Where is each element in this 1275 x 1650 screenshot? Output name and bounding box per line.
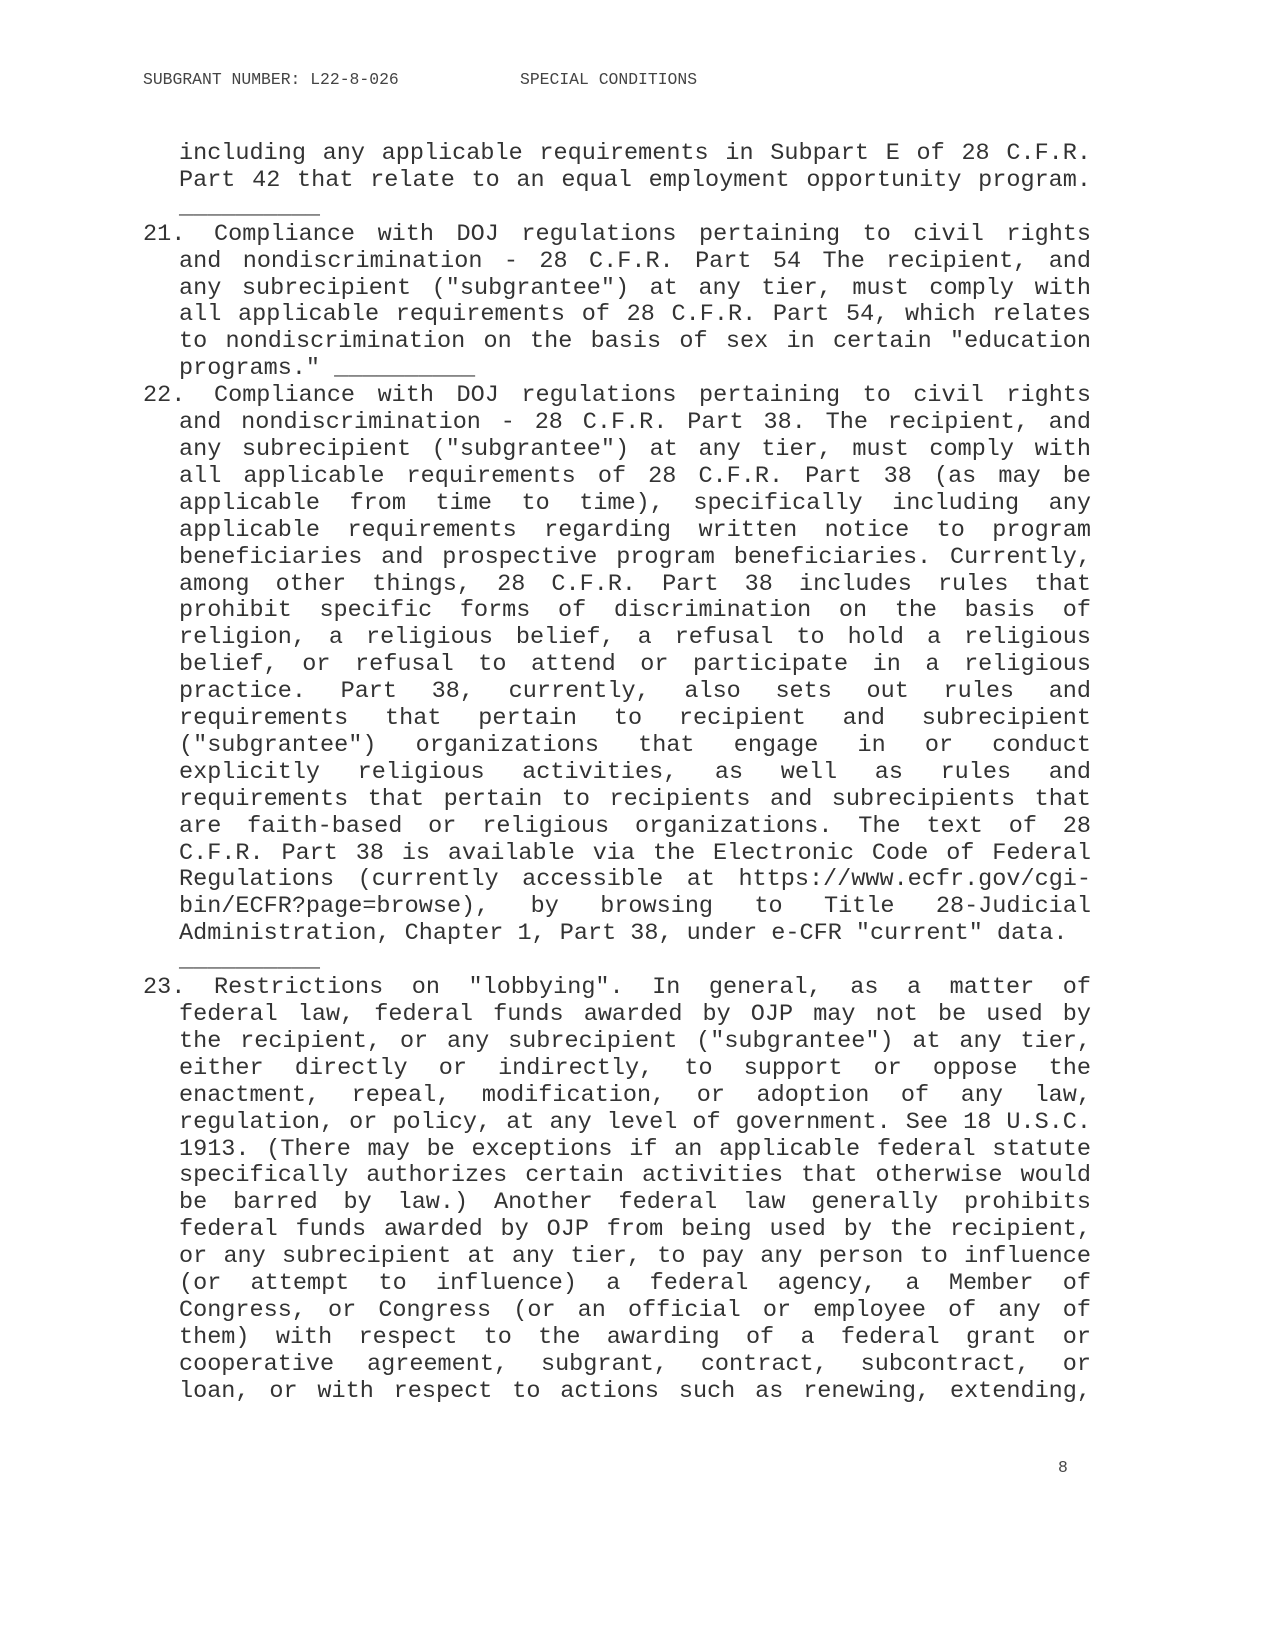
- text-line: all applicable requirements of 28 C.F.R. Part 38 (as may be: [179, 462, 1091, 490]
- separator-line: [143, 948, 1091, 975]
- text-line: beneficiaries and prospective program beneficiaries. Currently,: [179, 543, 1091, 571]
- separator-rule: __________: [179, 947, 321, 975]
- item-number: 23.: [143, 974, 186, 1002]
- condition-item: [143, 383, 1091, 948]
- item-number: 21.: [143, 220, 186, 248]
- text-line: religion, a religious belief, a refusal to hold a religious: [179, 624, 1091, 652]
- text-line: them) with respect to the awarding of a federal grant or: [179, 1323, 1091, 1351]
- text-line: programs." __________: [179, 355, 476, 383]
- text-line: and nondiscrimination - 28 C.F.R. Part 38. The recipient, and: [179, 409, 1091, 437]
- text-line: Restrictions on "lobbying". In general, as a matter of: [214, 974, 1091, 1002]
- text-line: Regulations (currently accessible at https://www.ecfr.gov/cgi-: [179, 866, 1091, 894]
- separator-line: [143, 195, 1091, 222]
- text-line: C.F.R. Part 38 is available via the Electronic Code of Federal: [179, 839, 1091, 867]
- text-line: and nondiscrimination - 28 C.F.R. Part 54 The recipient, and: [179, 247, 1091, 275]
- text-line: requirements that pertain to recipient and subrecipient: [179, 705, 1091, 733]
- text-line: either directly or indirectly, to support or oppose the: [179, 1054, 1091, 1082]
- text-line: prohibit specific forms of discrimination on the basis of: [179, 597, 1091, 625]
- text-line: federal funds awarded by OJP from being used by the recipient,: [179, 1216, 1091, 1244]
- text-line: Congress, or Congress (or an official or employee of any of: [179, 1296, 1091, 1324]
- document-body: [143, 141, 1091, 1406]
- condition-item: [143, 975, 1091, 1406]
- subgrant-number: SUBGRANT NUMBER: L22-8-026: [143, 70, 399, 89]
- text-line: practice. Part 38, currently, also sets out rules and: [179, 678, 1091, 706]
- text-line: or any subrecipient at any tier, to pay any person to influence: [179, 1243, 1091, 1271]
- item-number: 22.: [143, 382, 186, 410]
- condition-item: [143, 222, 1091, 383]
- separator-rule: __________: [179, 193, 321, 221]
- paragraph-continuation: [143, 141, 1091, 195]
- text-line: 1913. (There may be exceptions if an applicable federal statute: [179, 1135, 1091, 1163]
- text-line: the recipient, or any subrecipient ("subgrantee") at any tier,: [179, 1027, 1091, 1055]
- text-line: (or attempt to influence) a federal agency, a Member of: [179, 1270, 1091, 1298]
- text-line: to nondiscrimination on the basis of sex in certain "education: [179, 328, 1091, 356]
- text-line: including any applicable requirements in Subpart E of 28 C.F.R.: [179, 140, 1091, 167]
- page-number: 8: [1058, 1458, 1068, 1477]
- text-line: cooperative agreement, subgrant, contract, subcontract, or: [179, 1350, 1091, 1378]
- text-line: all applicable requirements of 28 C.F.R. Part 54, which relates: [179, 301, 1091, 329]
- text-line: applicable from time to time), specifically including any: [179, 489, 1091, 517]
- text-line: any subrecipient ("subgrantee") at any tier, must comply with: [179, 274, 1091, 302]
- text-line: ("subgrantee") organizations that engage in or conduct: [179, 731, 1091, 759]
- text-line: loan, or with respect to actions such as renewing, extending,: [179, 1377, 1091, 1405]
- item-first-line: [143, 222, 1091, 249]
- text-line: Compliance with DOJ regulations pertaining to civil rights: [214, 382, 1091, 410]
- text-line: among other things, 28 C.F.R. Part 38 includes rules that: [179, 570, 1091, 598]
- text-line: be barred by law.) Another federal law generally prohibits: [179, 1189, 1091, 1217]
- text-line: Part 42 that relate to an equal employment opportunity program.: [179, 166, 1091, 194]
- item-first-line: [143, 383, 1091, 410]
- text-line: bin/ECFR?page=browse), by browsing to Title 28-Judicial: [179, 893, 1091, 921]
- text-line: requirements that pertain to recipients and subrecipients that: [179, 785, 1091, 813]
- text-line: applicable requirements regarding written notice to program: [179, 516, 1091, 544]
- text-line: belief, or refusal to attend or participate in a religious: [179, 651, 1091, 679]
- item-first-line: [143, 975, 1091, 1002]
- text-line: explicitly religious activities, as well as rules and: [179, 758, 1091, 786]
- text-line: Administration, Chapter 1, Part 38, under e-CFR "current" data.: [179, 920, 1068, 948]
- text-line: regulation, or policy, at any level of government. See 18 U.S.C.: [179, 1108, 1091, 1136]
- text-line: Compliance with DOJ regulations pertaining to civil rights: [214, 220, 1091, 248]
- text-line: federal law, federal funds awarded by OJP may not be used by: [179, 1001, 1091, 1028]
- header-title: SPECIAL CONDITIONS: [520, 70, 698, 89]
- text-line: are faith-based or religious organizations. The text of 28: [179, 812, 1091, 840]
- text-line: specifically authorizes certain activities that otherwise would: [179, 1162, 1091, 1190]
- text-line: enactment, repeal, modification, or adoption of any law,: [179, 1081, 1091, 1109]
- text-line: any subrecipient ("subgrantee") at any tier, must comply with: [179, 435, 1091, 463]
